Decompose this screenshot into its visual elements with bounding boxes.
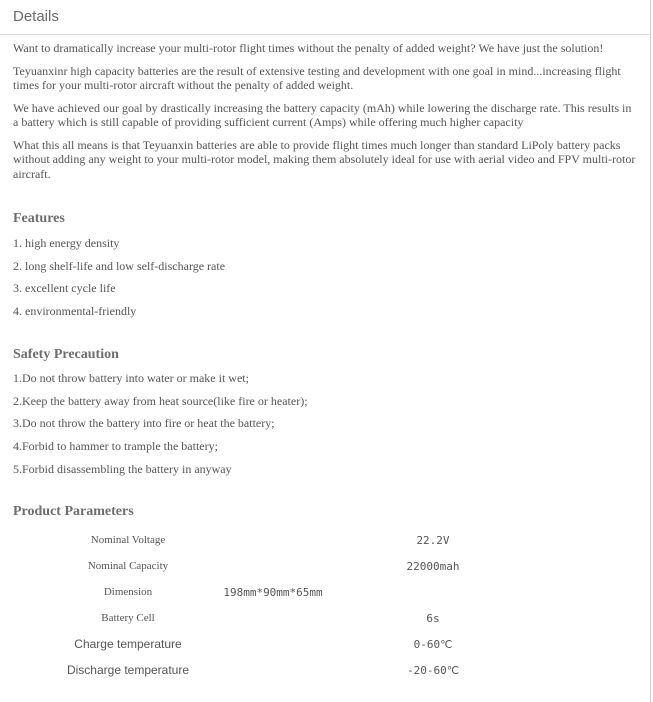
safety-item: 4.Forbid to hammer to trample the battery;	[13, 439, 218, 454]
param-mid	[203, 605, 343, 631]
param-value: 22.2V	[416, 533, 450, 547]
feature-item: 4. environmental-friendly	[13, 303, 137, 318]
feature-item: 1. high energy density	[13, 236, 120, 250]
table-row	[53, 553, 523, 579]
param-name: Nominal Voltage	[90, 534, 166, 547]
intro-paragraph-3: We have achieved our goal by drastically increasing the battery capacity (mAh) while lowering the discharge rate. This results in a battery which is still capable of providing sufficient current (Amps) while offering much higher capacity	[13, 100, 632, 129]
param-value: 0-60℃	[413, 637, 453, 651]
param-name: Battery Cell	[101, 612, 155, 625]
param-mid	[203, 527, 343, 553]
page-title: Details	[13, 8, 59, 25]
features-title: Features	[13, 211, 65, 226]
param-name: Nominal Capacity	[87, 560, 169, 573]
safety-item: 2.Keep the battery away from heat source(like fire or heater);	[13, 393, 308, 408]
safety-item: 3.Do not throw the battery into fire or heat the battery;	[13, 416, 275, 431]
param-mid	[203, 631, 343, 657]
safety-title: Safety Precaution	[13, 347, 119, 362]
param-name: Charge temperature	[74, 637, 182, 652]
safety-section	[13, 347, 638, 484]
safety-item: 5.Forbid disassembling the battery in anyway	[13, 461, 232, 476]
parameters-section	[13, 504, 638, 683]
details-header	[0, 0, 650, 35]
param-value: 6s	[426, 611, 440, 625]
table-row	[53, 579, 523, 605]
param-mid	[203, 553, 343, 579]
intro-paragraph-4: What this all means is that Teyuanxin batteries are able to provide flight times much longer than standard LiPoly battery packs without adding any weight to your multi-rotor model, making them absolutely ideal for use with aerial video and FPV multi-rotor aircraft.	[13, 137, 636, 181]
param-mid	[203, 657, 343, 683]
table-row	[53, 527, 523, 553]
param-mid: 198mm*90mm*65mm	[223, 585, 323, 599]
table-row	[53, 631, 523, 657]
table-row	[53, 657, 523, 683]
parameters-title: Product Parameters	[13, 504, 134, 520]
param-name: Dimension	[103, 586, 153, 599]
param-value	[343, 579, 523, 605]
details-content	[13, 41, 638, 683]
feature-item: 2. long shelf-life and low self-discharge rate	[13, 258, 226, 273]
intro-paragraph-1: Want to dramatically increase your multi-rotor flight times without the penalty of added weight? We have just the solution!	[13, 41, 604, 55]
features-section	[13, 211, 638, 326]
panel-border	[650, 0, 651, 702]
param-name: Discharge temperature	[66, 663, 190, 678]
feature-item: 3. excellent cycle life	[13, 281, 116, 295]
safety-item: 1.Do not throw battery into water or make it wet;	[13, 371, 249, 385]
param-value: -20-60℃	[406, 663, 460, 677]
param-value: 22000mah	[406, 559, 460, 573]
intro-paragraph-2: Teyuanxinr high capacity batteries are the result of extensive testing and development with one goal in mind...increasing flight times for your multi-rotor aircraft without the penalty of added weight.	[13, 63, 621, 92]
parameters-table	[53, 527, 523, 683]
table-row	[53, 605, 523, 631]
